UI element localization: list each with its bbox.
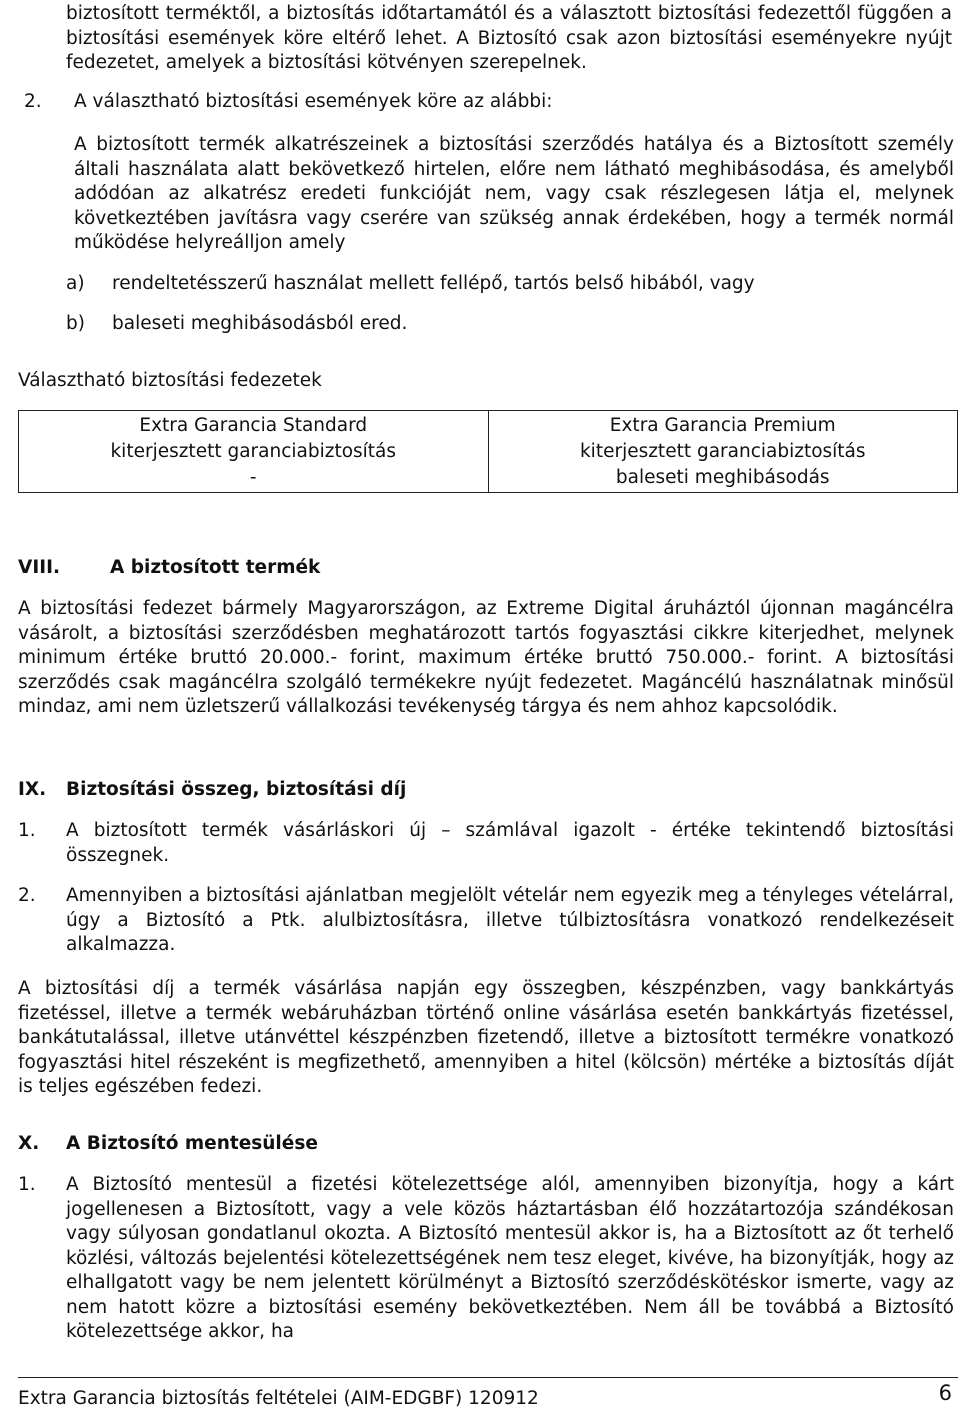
section-10-title: A Biztosító mentesülése bbox=[66, 1133, 318, 1154]
section-9-body: A biztosítási díj a termék vásárlása napján egy összegben, készpénzben, vagy bankkártyás fizetéssel, illetve a termék webáruházban történő online vásárlása esetén bankkártyás fizetéssel, bankátutalással, illetve utánvéttel készpénzben fizetendő, illetve a biztosított termékre vonatkozó fogyasztási hitel részeként is megfizethető, amennyiben a hitel (kölcsön) mértéke a biztosítás díját is teljes egészében fedezi. bbox=[18, 978, 954, 1097]
intro-paragraph: biztosított terméktől, a biztosítás időtartamától és a választott biztosítási fedezettől függően a biztosítási események köre eltérő lehet. A Biztosító csak azon biztosítási eseményekre nyújt fedezetet, amelyek a biztosítási kötvényen szerepelnek. bbox=[66, 3, 952, 73]
coverage-cell-premium bbox=[488, 411, 958, 493]
section-10-number: X. bbox=[18, 1133, 40, 1154]
list-item-b-text: baleseti meghibásodásból ered. bbox=[112, 313, 408, 334]
section-9-item-1-number: 1. bbox=[18, 820, 36, 841]
section-9-item-2 bbox=[18, 884, 956, 960]
section-9-item-1-text: A biztosított termék vásárláskori új – számlával igazolt - értéke tekintendő biztosítási összegnek. bbox=[66, 820, 954, 866]
section-8-body: A biztosítási fedezet bármely Magyarországon, az Extreme Digital áruháztól újonnan magáncélra vásárolt, a biztosítási szerződésben meghatározott tartós fogyasztási cikkre kiterjedhet, melynek minimum értéke bruttó 20.000.- forint, maximum értéke bruttó 750.000.- forint. A biztosítási szerződés csak magáncélra szolgáló termékekre nyújt fedezetet. Magáncélú használatnak minősül mindaz, ami nem üzletszerű vállalkozási tevékenység tárgya és nem ahhoz kapcsolódik. bbox=[18, 598, 954, 717]
coverage-column-name: Extra Garancia Standard bbox=[139, 415, 368, 436]
table-row bbox=[19, 411, 958, 493]
footer-text: Extra Garancia biztosítás feltételei (AIM-EDGBF) 120912 bbox=[18, 1388, 539, 1409]
list-item-a-text: rendeltetésszerű használat mellett fellépő, tartós belső hibából, vagy bbox=[112, 273, 755, 294]
section-10-item-1-text: A Biztosító mentesül a fizetési kötelezettsége alól, amennyiben bizonyítja, hogy a kárt jogellenesen a Biztosított, vagy a vele közös háztartásban élő hozzátartozója szándékosan vagy súlyosan gondatlanul okozta. A Biztosító mentesül akkor is, ha a Biztosított az őt terhelő közlési, változás bejelentési kötelezettségének nem tesz eleget, kivéve, ha bizonyítják, hogy az elhallgatott vagy be nem jelentett körülményt a Biztosító szerződéskötéskor ismerte, vagy az nem hatott közre a biztosítási esemény bekövetkeztében. Nem áll be továbbá a Biztosító kötelezettsége akkor, ha bbox=[66, 1174, 954, 1342]
coverage-cell-standard bbox=[19, 411, 489, 493]
section-9-item-2-text: Amennyiben a biztosítási ajánlatban megjelölt vételár nem egyezik meg a tényleges vételárral, úgy a Biztosító a Ptk. alulbiztosításra, illetve túlbiztosításra vonatkozó rendelkezéseit alkalmazza. bbox=[66, 885, 954, 955]
section-9-item-2-number: 2. bbox=[18, 885, 36, 906]
coverage-table bbox=[18, 410, 958, 493]
section-9-heading bbox=[18, 778, 948, 804]
coverage-value: baleseti meghibásodás bbox=[615, 467, 830, 488]
footer-divider bbox=[18, 1377, 958, 1378]
section-9-item-1 bbox=[18, 819, 956, 871]
coverage-value: kiterjesztett garanciabiztosítás bbox=[579, 441, 866, 462]
point-2 bbox=[24, 90, 954, 116]
section-8-title: A biztosított termék bbox=[110, 557, 321, 578]
point-2-title: A választható biztosítási események köre az alábbi: bbox=[74, 91, 553, 112]
section-10-heading bbox=[18, 1132, 948, 1158]
coverage-value: - bbox=[249, 467, 257, 488]
page-number: 6 bbox=[938, 1381, 952, 1405]
section-10-item-1 bbox=[18, 1173, 956, 1373]
coverage-column-name: Extra Garancia Premium bbox=[609, 415, 836, 436]
point-2-number: 2. bbox=[24, 91, 42, 112]
section-8-number: VIII. bbox=[18, 557, 60, 578]
coverage-heading: Választható biztosítási fedezetek bbox=[18, 370, 322, 391]
list-item-a bbox=[66, 272, 956, 298]
section-9-number: IX. bbox=[18, 779, 47, 800]
section-8-heading bbox=[18, 556, 948, 582]
list-item-b bbox=[66, 312, 956, 338]
point-2-body: A biztosított termék alkatrészeinek a biztosítási szerződés hatálya és a Biztosított személy általi használata alatt bekövetkező hirtelen, előre nem látható meghibásodása, és amelyből adódóan az alkatrész eredeti funkcióját nem, vagy csak részlegesen látja el, melynek következtében javításra vagy cserére van szükség annak érdekében, hogy a termék normál működése helyreálljon amely bbox=[74, 134, 954, 253]
list-item-b-label: b) bbox=[66, 313, 85, 334]
section-10-item-1-number: 1. bbox=[18, 1174, 36, 1195]
coverage-value: kiterjesztett garanciabiztosítás bbox=[110, 441, 397, 462]
list-item-a-label: a) bbox=[66, 273, 85, 294]
section-9-title: Biztosítási összeg, biztosítási díj bbox=[66, 779, 407, 800]
